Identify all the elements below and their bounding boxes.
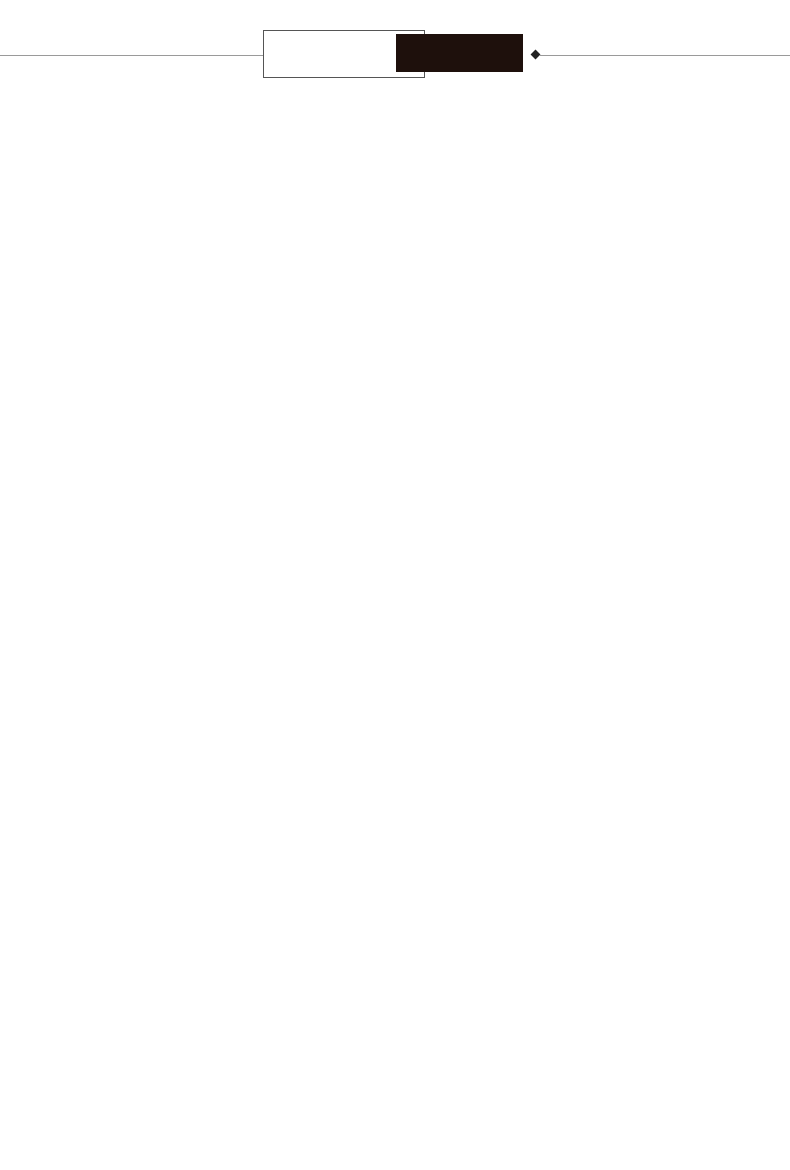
header-rule-right [540, 55, 790, 56]
diamond-icon [531, 50, 541, 60]
header-rule-left [0, 55, 263, 56]
decoration-label [396, 34, 523, 72]
